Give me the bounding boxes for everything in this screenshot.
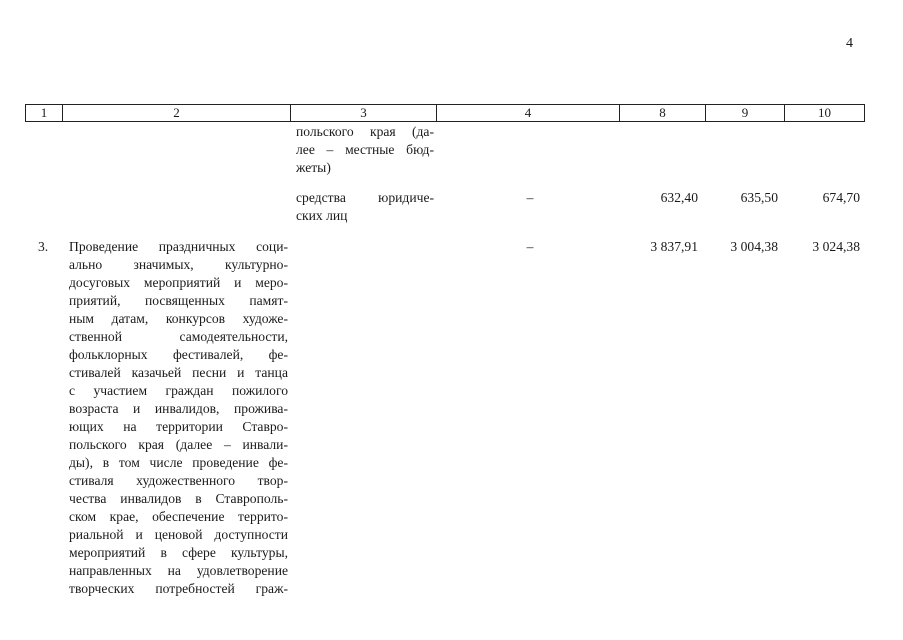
row-1-col3-source [296, 123, 434, 177]
page-number: 4 [846, 36, 853, 51]
text-line: стиваля художественного твор- [69, 473, 288, 488]
column-header-3: 3 [291, 105, 437, 121]
row-2-col8-value: 632,40 [660, 190, 698, 205]
text-line: средства юридиче- [296, 190, 434, 205]
column-header-2: 2 [63, 105, 291, 121]
text-line: ющих на территории Ставро- [69, 419, 288, 434]
row-3-col10-value: 3 024,38 [812, 239, 860, 254]
text-line: польского края (далее – инвали- [69, 437, 288, 452]
row-3-description [69, 238, 288, 598]
text-line: риальной и ценовой доступности [69, 527, 288, 542]
text-line: фольклорных фестивалей, фе- [69, 347, 288, 362]
column-header-10: 10 [818, 105, 831, 120]
text-line: возраста и инвалидов, прожива- [69, 401, 288, 416]
column-header-1: 1 [26, 105, 63, 121]
row-2-col10-value: 674,70 [822, 190, 860, 205]
text-line: ды), в том числе проведение фе- [69, 455, 288, 470]
text-line: ально значимых, культурно- [69, 257, 288, 272]
column-header-9: 9 [706, 105, 785, 121]
text-line: жеты) [296, 160, 331, 175]
column-header-8: 8 [620, 105, 706, 121]
text-line: польского края (да- [296, 124, 434, 139]
row-2-col9-value: 635,50 [740, 190, 778, 205]
column-header-4: 4 [437, 105, 620, 121]
text-line: лее – местные бюд- [296, 142, 434, 157]
text-line: досуговых мероприятий и меро- [69, 275, 288, 290]
text-line: стивалей казачьей песни и танца [69, 365, 288, 380]
text-line: творческих потребностей граж- [69, 581, 288, 596]
text-line: мероприятий в сфере культуры, [69, 545, 288, 560]
row-3-col4-value: – [526, 239, 534, 254]
text-line: направленных на удовлетворение [69, 563, 288, 578]
column-header-row [25, 104, 865, 122]
row-3-col9-value: 3 004,38 [730, 239, 778, 254]
row-3-col8-value: 3 837,91 [650, 239, 698, 254]
text-line: ском крае, обеспечение террито- [69, 509, 288, 524]
text-line: ских лиц [296, 208, 348, 223]
text-line: ным датам, конкурсов художе- [69, 311, 288, 326]
row-2-col3-source [296, 189, 434, 225]
text-line: ственной самодеятельности, [69, 329, 288, 344]
text-line: Проведение праздничных соци- [69, 239, 288, 254]
row-3-number: 3. [38, 239, 49, 254]
row-2-col4-value: – [526, 190, 534, 205]
text-line: приятий, посвященных памят- [69, 293, 288, 308]
text-line: с участием граждан пожилого [69, 383, 288, 398]
text-line: чества инвалидов в Ставрополь- [69, 491, 288, 506]
